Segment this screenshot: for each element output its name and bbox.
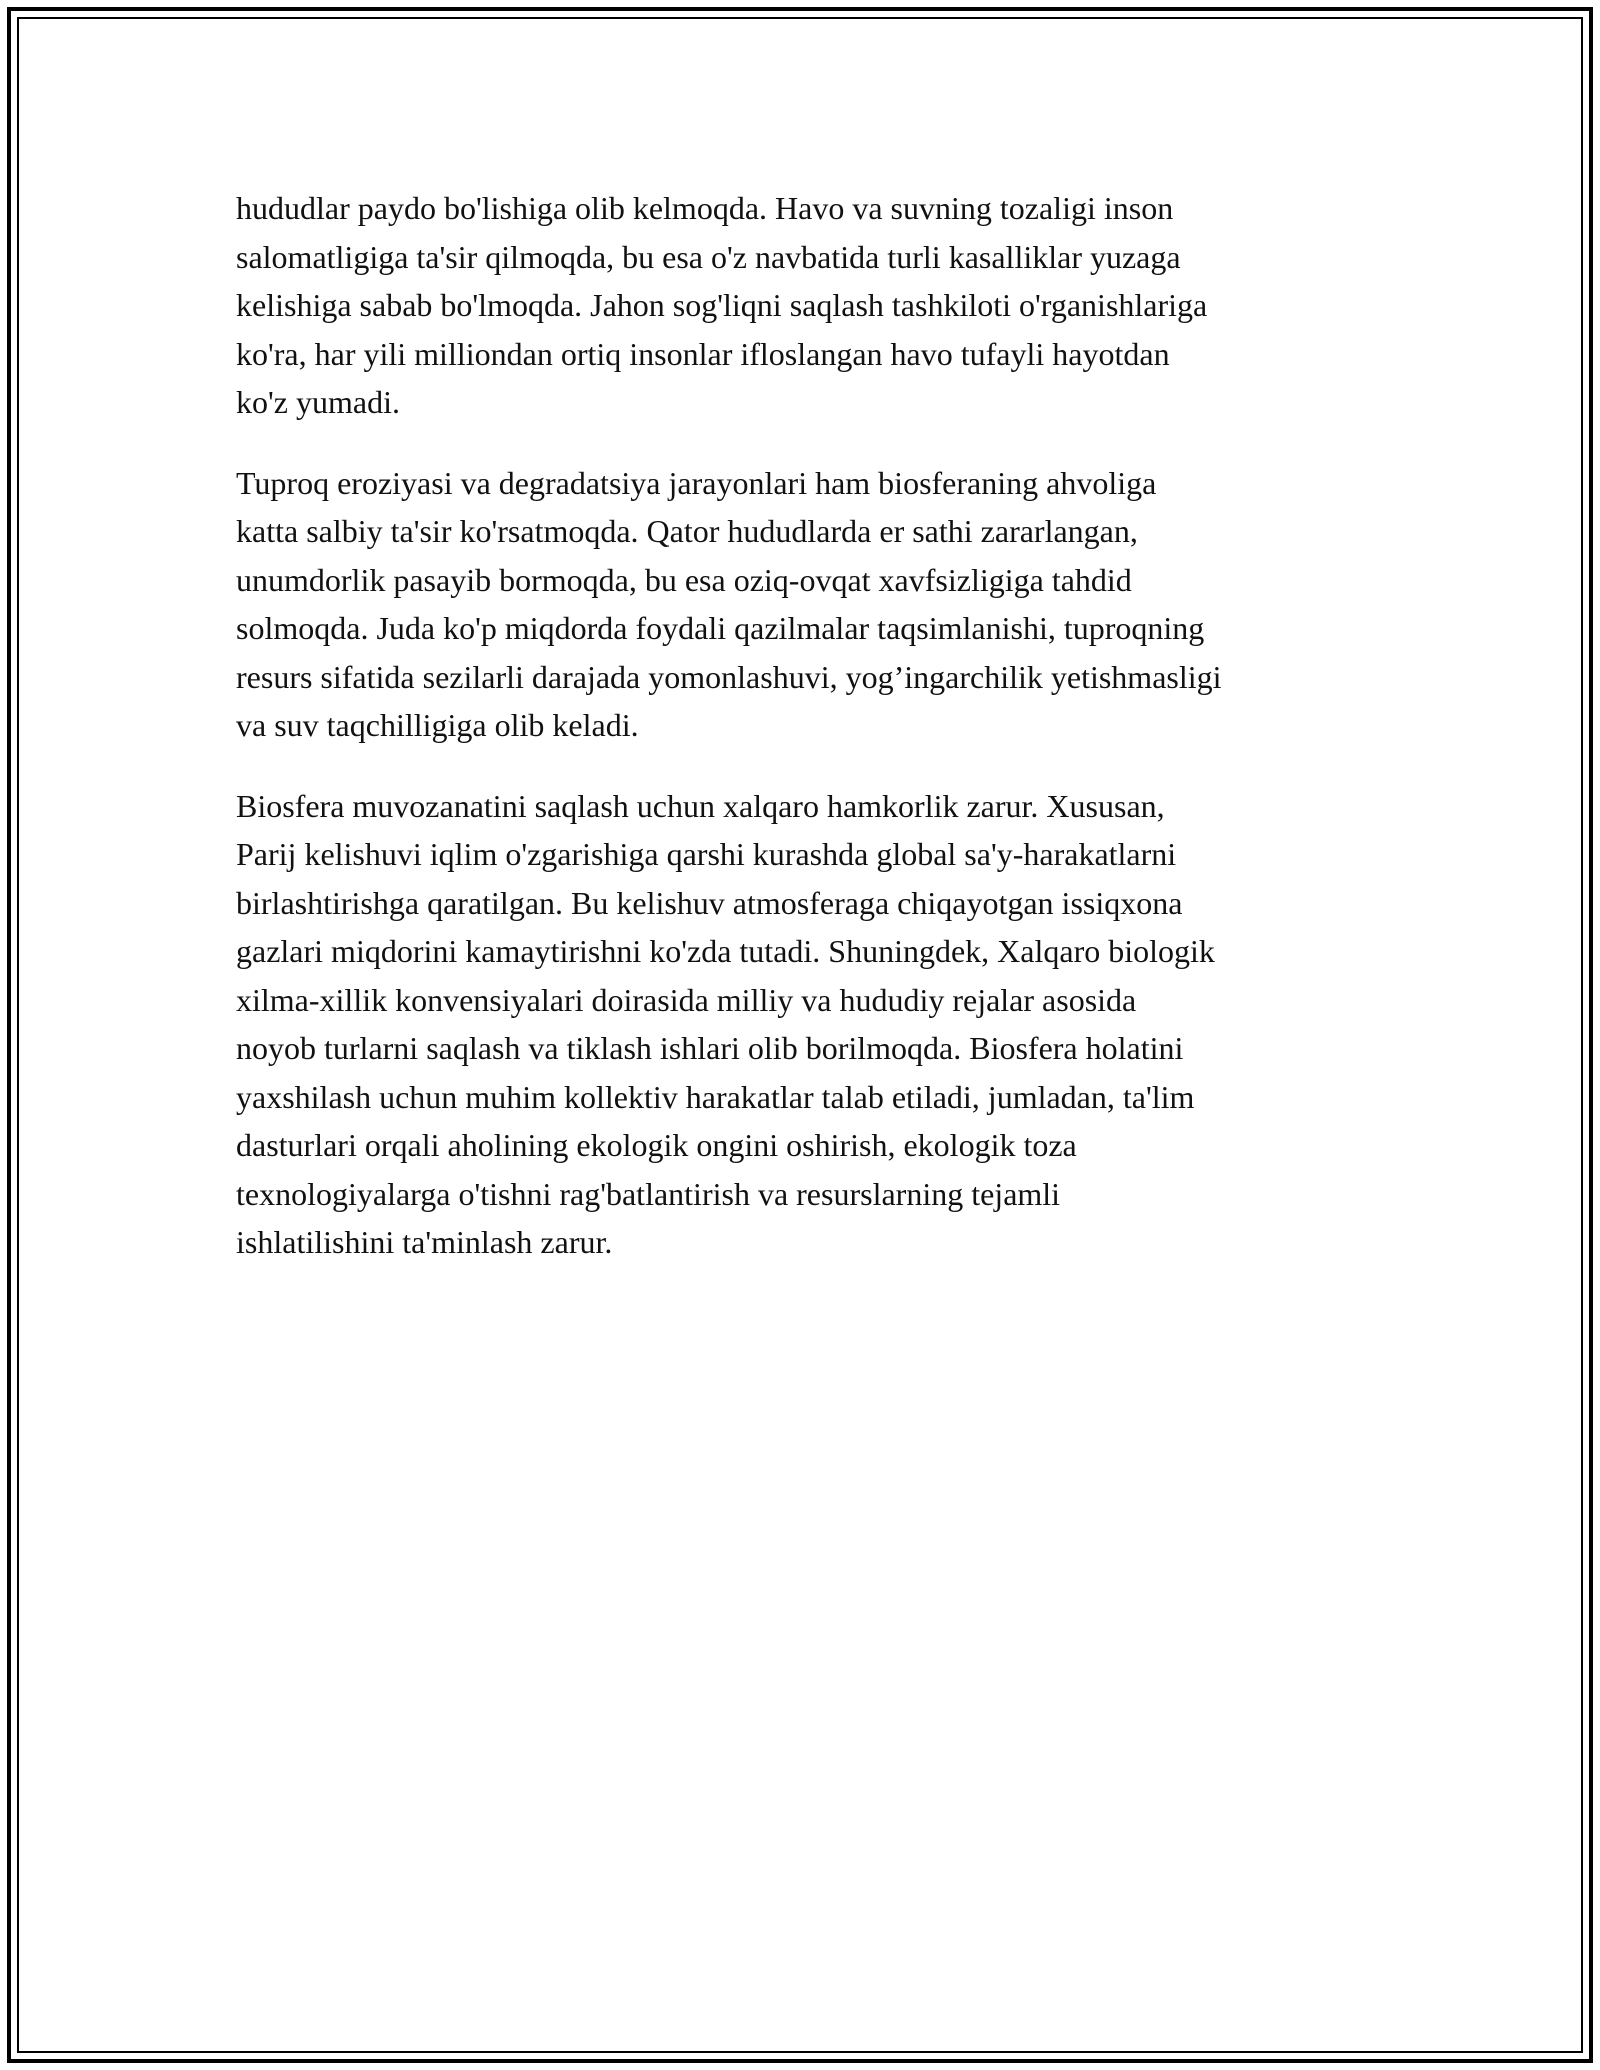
text-line: katta salbiy ta'sir ko'rsatmoqda. Qator hududlarda er sathi zararlangan, — [236, 513, 1138, 549]
text-line: dasturlari orqali aholining ekologik ongini oshirish, ekologik toza — [236, 1127, 1077, 1163]
text-line: resurs sifatida sezilarli darajada yomonlashuvi, yog’ingarchilik yetishmasligi — [236, 658, 1222, 695]
text-line: gazlari miqdorini kamaytirishni ko'zda tutadi. Shuningdek, Xalqaro biologik — [236, 933, 1215, 969]
paragraph-1 — [236, 184, 1376, 427]
text-line: texnologiyalarga o'tishni rag'batlantirish va resurslarning tejamli — [236, 1175, 1061, 1212]
text-line: noyob turlarni saqlash va tiklash ishlari olib borilmoqda. Biosfera holatini — [236, 1030, 1184, 1066]
text-line: hududlar paydo bo'lishiga olib kelmoqda. Havo va suvning tozaligi inson — [236, 190, 1174, 226]
text-line: ishlatilishini ta'minlash zarur. — [236, 1224, 613, 1260]
paragraph-2 — [236, 459, 1376, 750]
text-line: xilma-xillik konvensiyalari doirasida milliy va hududiy rejalar asosida — [236, 981, 1137, 1018]
text-line: salomatligiga ta'sir qilmoqda, bu esa o'z navbatida turli kasalliklar yuzaga — [236, 238, 1181, 275]
text-line: va suv taqchilligiga olib keladi. — [236, 707, 639, 743]
text-line: birlashtirishga qaratilgan. Bu kelishuv atmosferaga chiqayotgan issiqxona — [236, 884, 1183, 921]
text-line: solmoqda. Juda ko'p miqdorda foydali qazilmalar taqsimlanishi, tuproqning — [236, 610, 1205, 646]
text-line: ko'z yumadi. — [236, 384, 400, 420]
text-line: Parij kelishuvi iqlim o'zgarishiga qarshi kurashda global sa'y-harakatlarni — [236, 836, 1177, 872]
text-line: yaxshilash uchun muhim kollektiv harakatlar talab etiladi, jumladan, ta'lim — [236, 1078, 1195, 1115]
text-line: Tuproq eroziyasi va degradatsiya jarayonlari ham biosferaning ahvoliga — [236, 464, 1157, 501]
text-line: unumdorlik pasayib bormoqda, bu esa oziq-ovqat xavfsizligiga tahdid — [236, 561, 1132, 598]
paragraph-3 — [236, 782, 1376, 1267]
text-line: kelishiga sabab bo'lmoqda. Jahon sog'liqni saqlash tashkiloti o'rganishlariga — [236, 287, 1208, 323]
text-line: ko'ra, har yili milliondan ortiq insonlar ifloslangan havo tufayli hayotdan — [236, 335, 1170, 372]
text-line: Biosfera muvozanatini saqlash uchun xalqaro hamkorlik zarur. Xususan, — [236, 787, 1165, 824]
document-body — [236, 184, 1376, 1299]
